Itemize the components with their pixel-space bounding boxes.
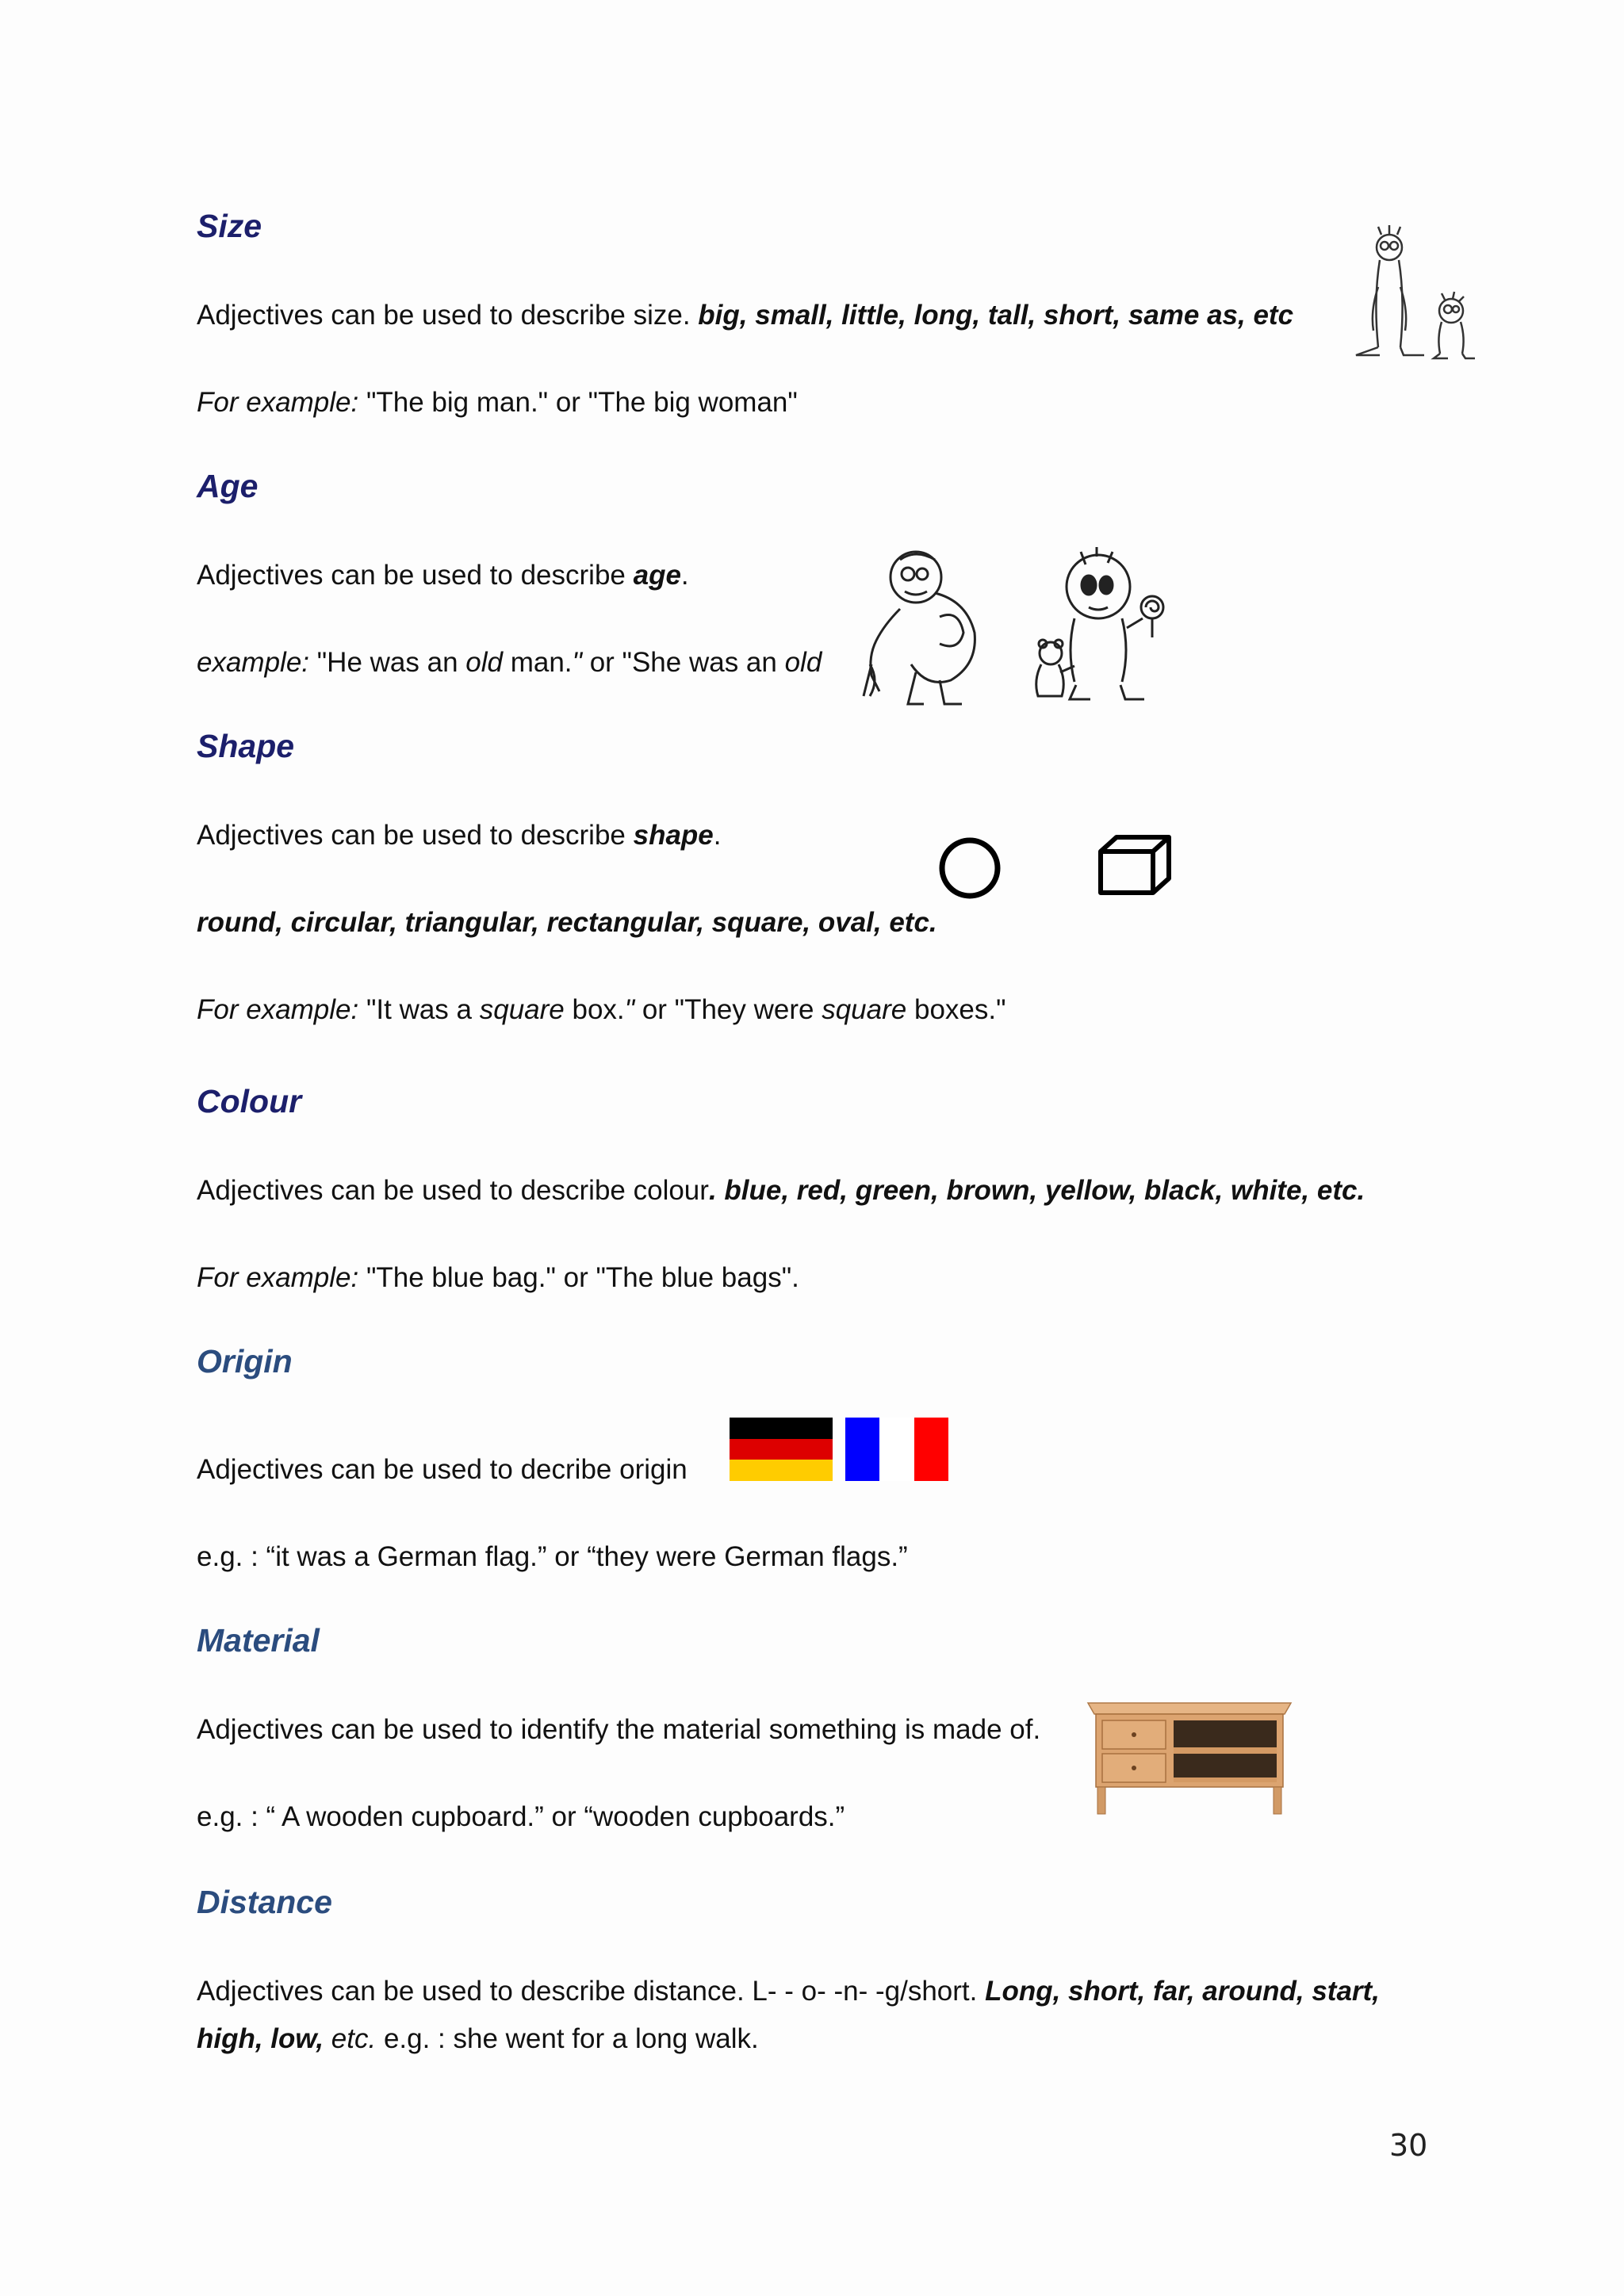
circle-shape-icon (937, 836, 1002, 901)
distance-line-2: high, low, etc. e.g. : she went for a long walk. (197, 2023, 759, 2054)
shape-line: Adjectives can be used to describe shape. (197, 820, 722, 851)
shape-heading: Shape (197, 728, 295, 764)
distance-heading: Distance (197, 1884, 332, 1920)
material-line: Adjectives can be used to identify the material something is made of. (197, 1714, 1041, 1745)
tall-and-short-figure-icon (1340, 224, 1475, 374)
age-heading: Age (197, 468, 259, 504)
cube-shape-icon (1097, 834, 1174, 897)
size-example: For example: "The big man." or "The big woman" (197, 387, 798, 418)
wooden-cupboard-icon (1086, 1698, 1293, 1817)
french-flag-icon (845, 1418, 948, 1481)
shape-example: For example: "It was a square box." or "They were square boxes." (197, 994, 1006, 1025)
shape-words: round, circular, triangular, rectangular, square, oval, etc. (197, 907, 937, 938)
old-man-icon (852, 545, 1011, 712)
german-flag-icon (730, 1418, 833, 1481)
age-example: example: "He was an old man." or "She was an old (197, 647, 822, 678)
material-example: e.g. : “ A wooden cupboard.” or “wooden cupboards.” (197, 1801, 845, 1832)
size-line: Adjectives can be used to describe size. big, small, little, long, tall, short, same as, etc (197, 300, 1294, 331)
origin-line: Adjectives can be used to decribe origin (197, 1454, 688, 1485)
origin-heading: Origin (197, 1343, 293, 1380)
material-heading: Material (197, 1622, 320, 1659)
child-with-lollipop-icon (1019, 545, 1178, 712)
page-number: 30 (1389, 2128, 1428, 2163)
colour-line: Adjectives can be used to describe colour. blue, red, green, brown, yellow, black, white, etc. (197, 1175, 1365, 1206)
origin-example: e.g. : “it was a German flag.” or “they were German flags.” (197, 1541, 908, 1572)
distance-line-1: Adjectives can be used to describe distance. L- - o- -n- -g/short. Long, short, far, around, start, (197, 1976, 1380, 2007)
colour-heading: Colour (197, 1083, 302, 1119)
colour-example: For example: "The blue bag." or "The blue bags". (197, 1262, 799, 1293)
size-heading: Size (197, 208, 262, 244)
age-line: Adjectives can be used to describe age. (197, 560, 689, 591)
